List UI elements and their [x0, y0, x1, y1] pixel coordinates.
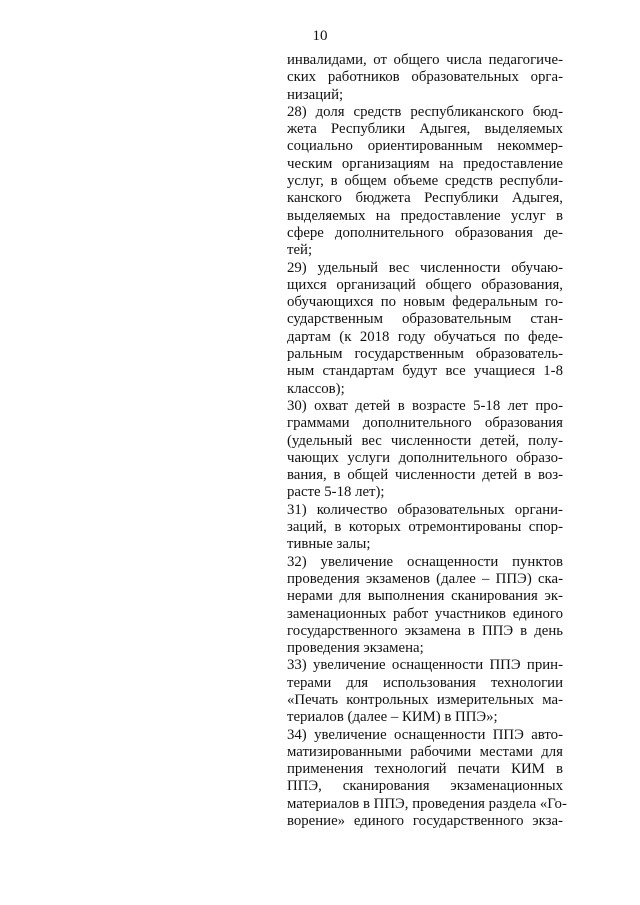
- text-line: чающих услуги дополнительного образо-: [287, 449, 563, 466]
- text-line: применения технологий печати КИМ в: [287, 761, 563, 778]
- text-line: матизированными рабочими местами для: [287, 743, 563, 760]
- text-line: заций, в которых отремонтированы спор-: [287, 519, 563, 536]
- text-line: сударственным образовательным стан-: [287, 311, 563, 328]
- text-line: инвалидами, от общего числа педагогиче-: [287, 52, 563, 68]
- text-line: нерами для выполнения сканирования эк-: [287, 588, 563, 605]
- text-line: жета Республики Адыгея, выделяемых: [287, 121, 563, 138]
- text-line: государственного экзамена в ППЭ в день: [287, 622, 563, 639]
- text-line: 30) охват детей в возрасте 5-18 лет про-: [287, 397, 563, 414]
- text-line: «Печать контрольных измерительных ма-: [287, 691, 563, 708]
- text-line: ным стандартам будут все учащиеся 1-8: [287, 363, 563, 380]
- text-line: проведения экзаменов (далее – ППЭ) ска-: [287, 570, 563, 587]
- page-number: 10: [312, 28, 328, 44]
- text-line: ворение» единого государственного экза-: [287, 813, 563, 830]
- text-line: 29) удельный вес численности обучаю-: [287, 259, 563, 276]
- text-line: граммами дополнительного образования: [287, 415, 563, 432]
- text-line: 32) увеличение оснащенности пунктов: [287, 553, 563, 570]
- text-line: услуг, в общем объеме средств республи-: [287, 173, 563, 190]
- text-line: классов);: [287, 380, 345, 397]
- text-line: (удельный вес численности детей, полу-: [287, 432, 563, 449]
- text-line: ральным государственным образователь-: [287, 346, 563, 363]
- text-line: сфере дополнительного образования де-: [287, 224, 563, 241]
- text-line: проведения экзамена;: [287, 640, 424, 657]
- text-line: расте 5-18 лет);: [287, 484, 385, 501]
- text-line: дартам (к 2018 году обучаться по феде-: [287, 328, 563, 345]
- text-line: социально ориентированным некоммер-: [287, 138, 563, 155]
- text-line: низаций;: [287, 86, 344, 103]
- text-line: 28) доля средств республиканского бюд-: [287, 103, 563, 120]
- text-line: заменационных работ участников единого: [287, 605, 563, 622]
- text-line: материалов в ППЭ, проведения раздела «Го-: [287, 795, 567, 812]
- text-line: обучающихся по новым федеральным го-: [287, 294, 563, 311]
- text-line: ППЭ, сканирования экзаменационных: [287, 778, 563, 795]
- text-line: вания, в общей численности детей в воз-: [287, 467, 563, 484]
- text-line: ских работников образовательных орга-: [287, 69, 563, 86]
- text-line: ческим организациям на предоставление: [287, 155, 563, 172]
- text-line: канского бюджета Республики Адыгея,: [287, 190, 563, 207]
- text-line: тивные залы;: [287, 536, 371, 553]
- text-line: терами для использования технологии: [287, 674, 563, 691]
- text-line: щихся организаций общего образования,: [287, 276, 563, 293]
- document-text-column: [287, 52, 567, 830]
- text-line: тей;: [287, 242, 313, 259]
- text-line: териалов (далее – КИМ) в ППЭ»;: [287, 709, 498, 726]
- text-line: выделяемых на предоставление услуг в: [287, 207, 563, 224]
- text-line: 33) увеличение оснащенности ППЭ прин-: [287, 657, 563, 674]
- text-line: 31) количество образовательных органи-: [287, 501, 563, 518]
- text-line: 34) увеличение оснащенности ППЭ авто-: [287, 726, 563, 743]
